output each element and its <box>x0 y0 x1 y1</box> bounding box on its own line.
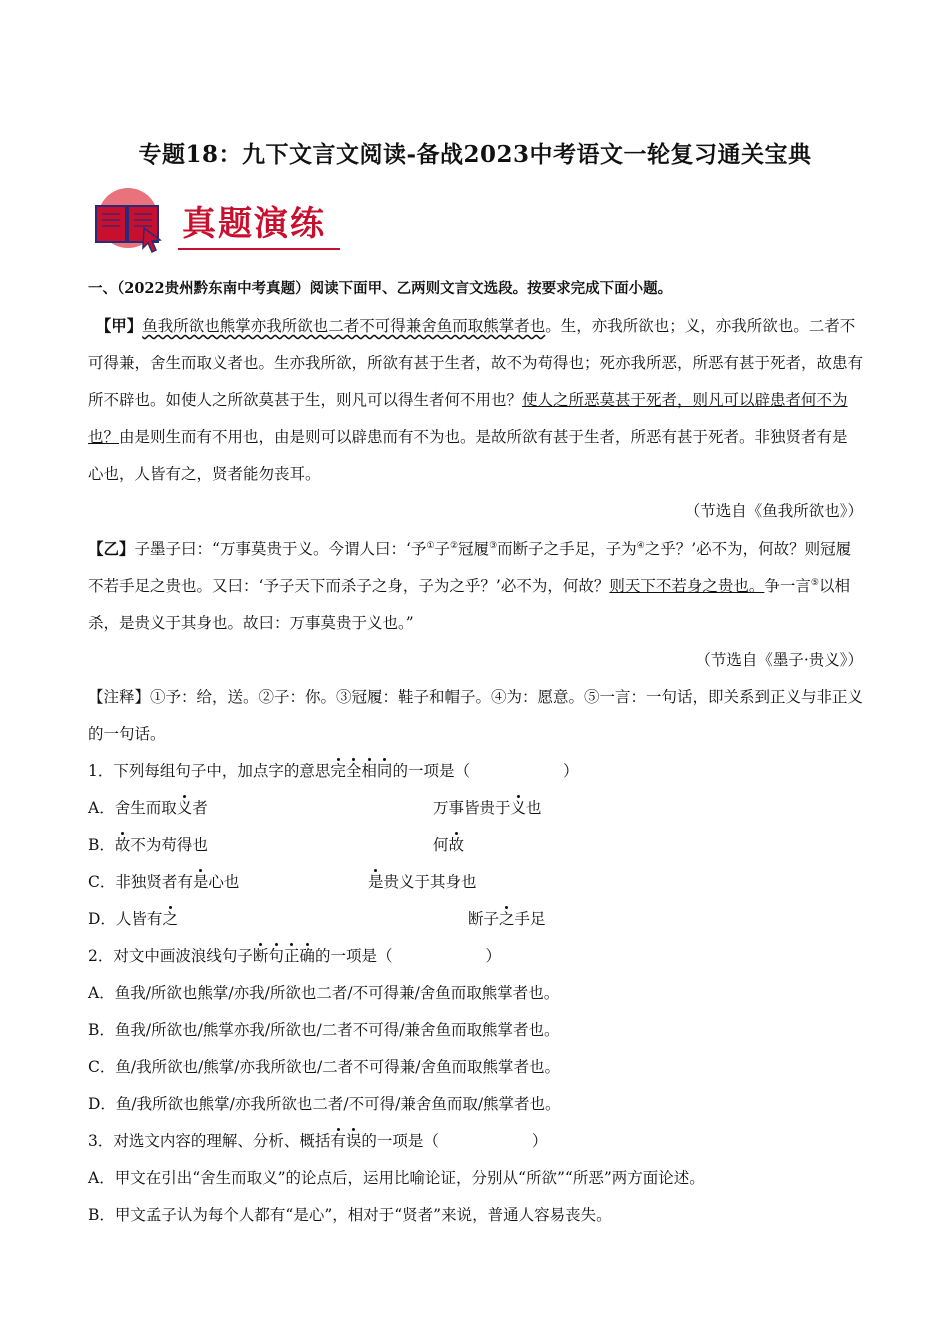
passage-text: 子墨子曰：“万事莫贵于义。今谓人曰：‘予 <box>134 540 427 558</box>
option <box>88 864 863 901</box>
dotted-char: 之 <box>499 910 515 928</box>
question-3-stem <box>88 1123 863 1160</box>
option-sentence-a: C．非独贤者有是心也 <box>88 873 240 891</box>
dotted-char: 完 <box>330 762 346 780</box>
passage-text: 争一言 <box>764 577 811 595</box>
passage-text: 由是则生而有不用也，由是则可以辟患而有不为也。是故所欲有甚于生者，所恶有甚于死者。非独贤者有是心也，人皆有之，贤者能勿丧耳。 <box>88 428 848 483</box>
passage-text: 。生，亦我所欲也；义，亦我所欲也。二者不可得兼，舍生而取义者也。生亦我所欲，所欲有甚于生者，故不为苟得也；死亦我所恶，所恶有甚于死者，故患有所不辟也。如使人之所欲莫甚于生，则凡可以得生者何不用也？ <box>88 317 864 409</box>
logo-text: 真题演练 <box>182 204 326 244</box>
stem-text: 的一项是（ ） <box>361 1132 548 1150</box>
passage-jia <box>88 307 863 493</box>
note-mark: ④ <box>636 540 645 551</box>
option <box>88 901 863 938</box>
question-intro: 一、（2022贵州黔东南中考真题）阅读下面甲、乙两则文言文选段。按要求完成下面小题。 <box>88 280 673 297</box>
dotted-char: 断 <box>252 947 269 965</box>
option-sentence-b: 断子之手足 <box>468 910 546 928</box>
underlined-sentence: 使人之所恶莫甚于死者，则凡可以辟患者何不为也？ <box>88 391 848 446</box>
note-mark: ② <box>449 540 459 551</box>
passage-tag: 【乙】 <box>88 539 135 558</box>
question-2-stem <box>88 938 863 975</box>
dotted-char: 故 <box>448 836 465 854</box>
document-body <box>88 270 863 1234</box>
dotted-char: 全 <box>345 762 362 780</box>
dotted-char: 同 <box>376 762 393 780</box>
passage-source: （节选自《墨子·贵义》） <box>695 651 863 669</box>
option-sentence-a: B．故不为苟得也 <box>88 836 208 854</box>
wavy-sentence: 鱼我所欲也熊掌亦我所欲也二者不可得兼舍鱼而取熊掌者也 <box>142 317 546 335</box>
passage-source: （节选自《鱼我所欲也》） <box>684 502 863 520</box>
dotted-emphasis <box>253 947 315 965</box>
option <box>88 827 863 864</box>
option: B．甲文孟子认为每个人都有“是心”，相对于“贤者”来说，普通人容易丧失。 <box>88 1206 612 1224</box>
note-mark: ③ <box>489 540 498 551</box>
option <box>88 790 863 827</box>
passage-text: 子 <box>434 540 450 558</box>
question-1-stem <box>88 753 863 790</box>
dotted-emphasis <box>330 762 392 780</box>
dotted-char: 是 <box>192 873 209 891</box>
option-sentence-b: 是贵义于其身也 <box>368 873 477 891</box>
dotted-char: 相 <box>361 762 377 780</box>
dotted-char: 误 <box>345 1132 362 1150</box>
dotted-char: 义 <box>510 799 527 817</box>
logo-underline <box>178 248 340 250</box>
stem-text: 的一项是（ ） <box>314 947 501 965</box>
dotted-char: 有 <box>330 1132 346 1150</box>
option-sentence-b: 何故 <box>433 836 465 854</box>
option-sentence-a: D．人皆有之 <box>88 910 178 928</box>
passage-text: 之乎？’必不为，何故？则冠履不若手足之贵也。又曰：‘予子天下而杀子之身，子为之乎？’必不为，何故？ <box>88 540 852 595</box>
note-mark: ① <box>426 540 435 551</box>
option: B．鱼我/所欲也/熊掌亦我/所欲也/二者不可得/兼舍鱼而取熊掌者也。 <box>88 1021 560 1039</box>
passage-text: 冠履 <box>458 540 490 558</box>
dotted-char: 正 <box>283 947 300 965</box>
dotted-char: 故 <box>114 836 131 854</box>
question-1-options <box>88 790 863 938</box>
passage-text: 以相杀，是贵义于其身也。故曰：万事莫贵于义也。” <box>88 577 850 632</box>
option: A．鱼我/所欲也熊掌/亦我/所欲也二者/不可得兼/舍鱼而取熊掌者也。 <box>88 984 560 1002</box>
passage-yi <box>88 530 863 642</box>
dotted-char: 之 <box>162 910 178 928</box>
stem-text: 3．对选文内容的理解、分析、概括 <box>88 1132 331 1150</box>
annotations: 【注释】①予：给，送。②子：你。③冠履：鞋子和帽子。④为：愿意。⑤一言：一句话，即关系到正义与非正义的一句话。 <box>88 688 864 743</box>
dotted-char: 是 <box>368 873 384 891</box>
dotted-char: 确 <box>299 947 315 965</box>
option-sentence-a: A．舍生而取义者 <box>88 799 208 817</box>
passage-text: 而断子之手足，子为 <box>497 540 637 558</box>
dotted-char: 义 <box>176 799 193 817</box>
stem-text: 的一项是（ ） <box>392 762 579 780</box>
option: D．鱼/我所欲也熊掌/亦我所欲也二者/不可得/兼舍鱼而取/熊掌者也。 <box>88 1095 561 1113</box>
underlined-sentence: 则天下不若身之贵也。 <box>609 577 765 595</box>
option-sentence-b: 万事皆贵于义也 <box>433 799 542 817</box>
note-mark: ⑤ <box>810 577 819 588</box>
dotted-emphasis <box>330 1132 361 1150</box>
option: C．鱼/我所欲也/熊掌/亦我所欲也/二者不可得兼/舍鱼而取熊掌者也。 <box>88 1058 560 1076</box>
stem-text: 2．对文中画波浪线句子 <box>88 947 253 965</box>
option: A．甲文在引出“舍生而取义”的论点后，运用比喻论证，分别从“所欲”“所恶”两方面论述。 <box>88 1169 705 1187</box>
page-title: 专题18：九下文言文阅读-备战2023中考语文一轮复习通关宝典 <box>138 141 812 168</box>
dotted-char: 句 <box>268 947 284 965</box>
stem-text: 1．下列每组句子中，加点字的意思 <box>88 762 331 780</box>
passage-tag: 【甲】 <box>103 316 143 335</box>
